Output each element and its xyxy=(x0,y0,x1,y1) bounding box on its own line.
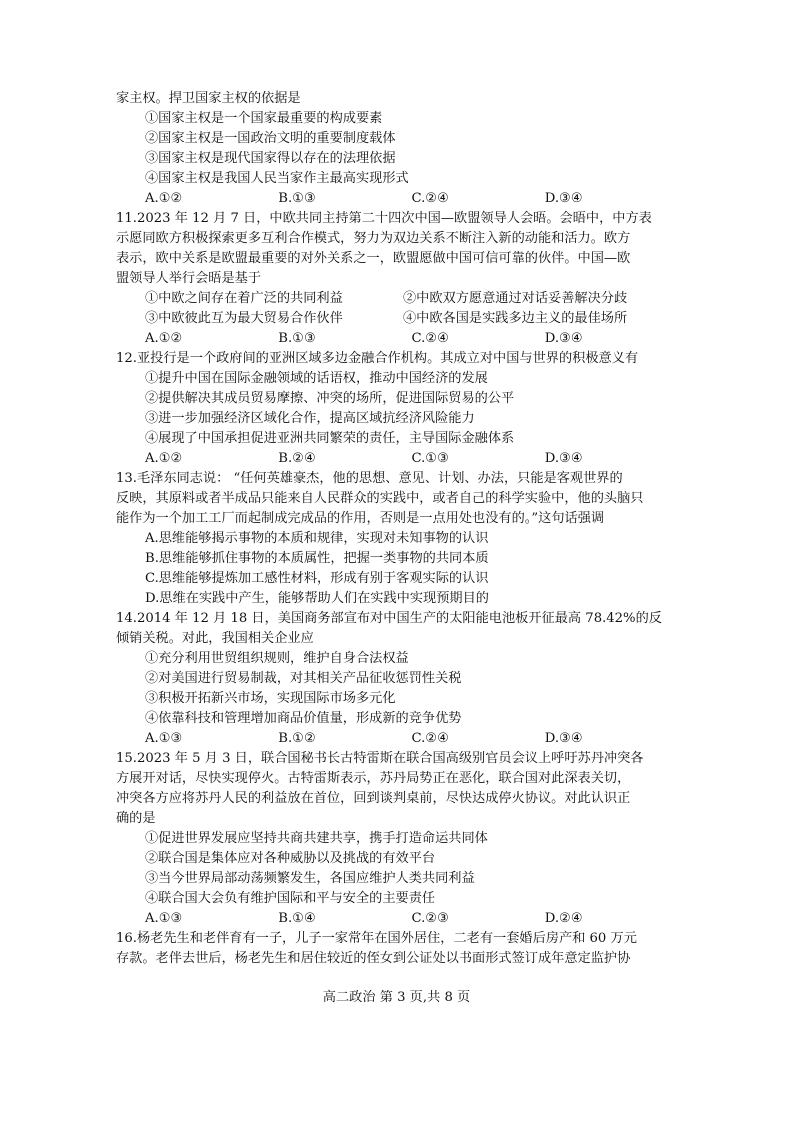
q11-stem-line: 示愿同欧方积极探索更多互利合作模式，努力为双边关系不断注入新的动能和活力。欧方 xyxy=(116,231,631,246)
q15-statement-1: ①促进世界发展应坚持共商共建共享，携手打造命运共同体 xyxy=(145,831,488,846)
q15-choice-c[interactable]: C.②③ xyxy=(411,911,449,926)
q10-choice-d[interactable]: D.③④ xyxy=(544,191,583,206)
q11-statement-4: ④中欧各国是实践多边主义的最佳场所 xyxy=(403,311,628,326)
q15-choices xyxy=(116,909,678,929)
q12-statement-1: ①提升中国在国际金融领域的话语权，推动中国经济的发展 xyxy=(145,371,488,386)
q11-statement-3: ③中欧彼此互为最大贸易合作伙伴 xyxy=(145,311,343,326)
q15-statement-4: ④联合国大会负有维护国际和平与安全的主要责任 xyxy=(145,891,436,906)
q14-statement-3: ③积极开拓新兴市场，实现国际市场多元化 xyxy=(145,691,396,706)
q10-choice-c[interactable]: C.②④ xyxy=(411,191,449,206)
q15-statement-2: ②联合国是集体应对各种威胁以及挑战的有效平台 xyxy=(145,851,436,866)
q12-choice-a[interactable]: A.①② xyxy=(145,451,183,466)
q15-stem-line: 确的是 xyxy=(116,811,156,826)
q11-stem-line: 表示，欧中关系是欧盟最重要的对外关系之一，欧盟愿做中国可信可靠的伙伴。中国—欧 xyxy=(116,251,631,266)
q14-choice-c[interactable]: C.②④ xyxy=(411,731,449,746)
q11-choices xyxy=(116,329,678,349)
q11-choice-b[interactable]: B.①③ xyxy=(278,331,316,346)
q14-stem-line: 14.2014 年 12 月 18 日，美国商务部宣布对中国生产的太阳能电池板开征最高 78.42%的反 xyxy=(116,611,662,626)
q14-choice-d[interactable]: D.③④ xyxy=(544,731,583,746)
q14-statement-2: ②对美国进行贸易制裁，对其相关产品征收惩罚性关税 xyxy=(145,671,462,686)
exam-page-content xyxy=(116,89,678,969)
q10-choice-b[interactable]: B.①③ xyxy=(278,191,316,206)
q15-stem-line: 冲突各方应将苏丹人民的利益放在首位，回到谈判桌前，尽快达成停火协议。对此认识正 xyxy=(116,791,631,806)
q14-statement-1: ①充分利用世贸组织规则，维护自身合法权益 xyxy=(145,651,409,666)
q11-choice-c[interactable]: C.②④ xyxy=(411,331,449,346)
q11-stem-line: 11.2023 年 12 月 7 日，中欧共同主持第二十四次中国—欧盟领导人会晤。会晤中，中方表 xyxy=(116,211,652,226)
q15-choice-b[interactable]: B.①④ xyxy=(278,911,316,926)
q14-choice-b[interactable]: B.①② xyxy=(278,731,316,746)
q10-choice-a[interactable]: A.①② xyxy=(145,191,183,206)
q14-stem-line: 倾销关税。对此，我国相关企业应 xyxy=(116,631,314,646)
q12-statement-2: ②提供解决其成员贸易摩擦、冲突的场所，促进国际贸易的公平 xyxy=(145,391,515,406)
q14-statement-4: ④依靠科技和管理增加商品价值量，形成新的竞争优势 xyxy=(145,711,462,726)
q12-stem-line: 12.亚投行是一个政府间的亚洲区域多边金融合作机构。其成立对中国与世界的积极意义有 xyxy=(116,351,639,366)
q11-choice-a[interactable]: A.①② xyxy=(145,331,183,346)
q12-choice-b[interactable]: B.②④ xyxy=(278,451,316,466)
q10-statement-1: ①国家主权是一个国家最重要的构成要素 xyxy=(145,111,383,126)
q16-stem-line: 16.杨老先生和老伴育有一子，儿子一家常年在国外居住，二老有一套婚后房产和 60 万元 xyxy=(116,931,637,946)
q15-choice-d[interactable]: D.②④ xyxy=(544,911,583,926)
q11-statement-1: ①中欧之间存在着广泛的共同利益 xyxy=(145,291,343,306)
q13-option-d[interactable]: D.思维在实践中产生，能够帮助人们在实践中实现预期目的 xyxy=(145,591,489,606)
q13-stem-line: 反映，其原料或者半成品只能来自人民群众的实践中，或者自己的科学实验中，他的头脑只 xyxy=(116,491,644,506)
q13-option-c[interactable]: C.思维能够提炼加工感性材料，形成有别于客观实际的认识 xyxy=(145,571,489,586)
q11-choice-d[interactable]: D.③④ xyxy=(544,331,583,346)
q10-stem: 家主权。捍卫国家主权的依据是 xyxy=(116,91,301,106)
q15-choice-a[interactable]: A.①③ xyxy=(145,911,183,926)
q10-statement-4: ④国家主权是我国人民当家作主最高实现形式 xyxy=(145,171,409,186)
q15-stem-line: 15.2023 年 5 月 3 日，联合国秘书长古特雷斯在联合国高级别官员会议上呼吁苏丹冲突各 xyxy=(116,751,644,766)
q12-choice-c[interactable]: C.①③ xyxy=(411,451,449,466)
q16-stem-line: 存款。老伴去世后，杨老先生和居住较近的侄女到公证处以书面形式签订成年意定监护协 xyxy=(116,951,631,966)
q13-option-a[interactable]: A.思维能够揭示事物的本质和规律，实现对未知事物的认识 xyxy=(145,531,489,546)
q12-statement-4: ④展现了中国承担促进亚洲共同繁荣的责任，主导国际金融体系 xyxy=(145,431,515,446)
q10-choices xyxy=(116,189,678,209)
q13-stem-line: 能作为一个加工工厂而起制成完成品的作用，否则是一点用处也没有的。”这句话强调 xyxy=(116,511,605,526)
q11-statement-2: ②中欧双方愿意通过对话妥善解决分歧 xyxy=(403,291,628,306)
q15-stem-line: 方展开对话，尽快实现停火。古特雷斯表示，苏丹局势正在恶化，联合国对此深表关切， xyxy=(116,771,631,786)
q12-choice-d[interactable]: D.③④ xyxy=(544,451,583,466)
q10-statement-3: ③国家主权是现代国家得以存在的法理依据 xyxy=(145,151,396,166)
page-footer: 高二政治 第 3 页,共 8 页 xyxy=(322,990,471,1005)
q14-choices xyxy=(116,729,678,749)
q10-statement-2: ②国家主权是一国政治文明的重要制度载体 xyxy=(145,131,396,146)
q11-statements-row-2 xyxy=(116,309,678,329)
q15-statement-3: ③当今世界局部动荡频繁发生，各国应维护人类共同利益 xyxy=(145,871,475,886)
q12-choices xyxy=(116,449,678,469)
q13-option-b[interactable]: B.思维能够抓住事物的本质属性，把握一类事物的共同本质 xyxy=(145,551,489,566)
q11-statements-row-1 xyxy=(116,289,678,309)
q12-statement-3: ③进一步加强经济区域化合作，提高区域抗经济风险能力 xyxy=(145,411,475,426)
q14-choice-a[interactable]: A.①③ xyxy=(145,731,183,746)
q13-stem-line: 13.毛泽东同志说： “任何英雄豪杰，他的思想、意见、计划、办法，只能是客观世界的 xyxy=(116,471,623,486)
q11-stem-line: 盟领导人举行会晤是基于 xyxy=(116,271,262,286)
